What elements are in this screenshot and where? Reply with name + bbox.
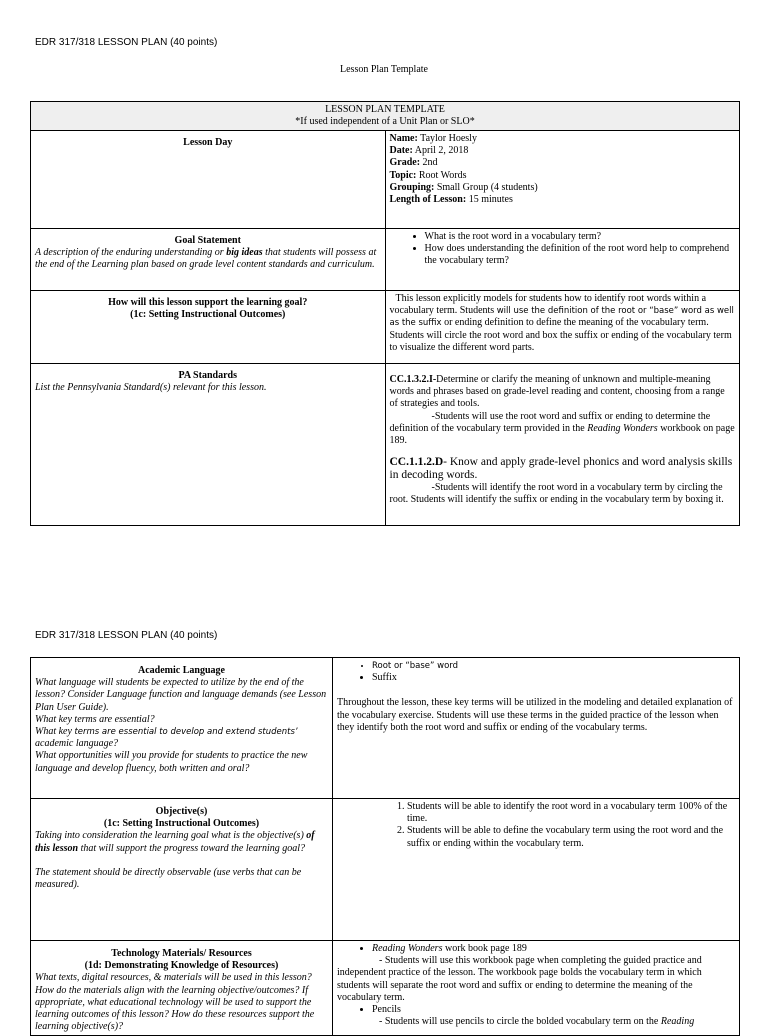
goal-label-cell: Goal Statement A description of the enduring understanding or big ideas that students will possess at the end of the Learning plan based on grade level content standards and curriculum. [31, 229, 386, 291]
list-item: 2. Students will be able to define the vocabulary term using the root word and the suffix or ending within the vocabulary term. [407, 825, 735, 849]
objectives-label-cell: Objective(s) (1c: Setting Instructional Outcomes) Taking into consideration the learning goal what is the objective(s) of this lesson that will support the progress toward the learning goal? The statement should be directly observable (use verbs that can be measured). [31, 799, 333, 941]
lesson-plan-table-2 [30, 657, 740, 1036]
academic-language-content-cell: • Root or “base” word • Suffix Throughout the lesson, these key terms will be utilized in the modeling and detailed explanation of the vocabulary exercise. Students will use these terms in the guided practice of the lesson when they identify both the root word and suffix or ending of the vocabulary terms. [333, 658, 740, 799]
page-subtitle: Lesson Plan Template [340, 64, 428, 75]
list-item: • How does understanding the definition of the root word help to comprehend the vocabulary term? [425, 243, 736, 267]
list-item: • Suffix [372, 672, 735, 684]
academic-language-label-cell: Academic Language What language will students be expected to utilize by the end of the lesson? Consider Language function and language demands (see Lesson Plan User Guide). What key terms are essential? What key terms are essential to develop and extend students’ academic language? What opportunities will you provide for students to practice the new language and develop fluency, both written and oral? [31, 658, 333, 799]
technology-content-cell: • Reading Wonders work book page 189 - Students will use this workbook page when completing the guided practice and independent practice of the lesson. The workbook page bolds the vocabulary term in which students will separate the root word and suffix or ending to determine the meaning of the vocabulary term. • Pencils - Students will use pencils to circle the bolded vocabulary term on the Reading [333, 941, 740, 1036]
lesson-info-cell: Name: Taylor Hoesly Date: April 2, 2018 Grade: 2nd Topic: Root Words Grouping: Small Group (4 students) Length of Lesson: 15 minutes [385, 131, 740, 229]
list-item: • Root or “base” word [372, 660, 735, 672]
page-header: EDR 317/318 LESSON PLAN (40 points) [35, 37, 218, 48]
pa-standards-label-cell: PA Standards List the Pennsylvania Standard(s) relevant for this lesson. [31, 364, 386, 526]
lesson-day-label-cell: Lesson Day [31, 131, 386, 229]
list-item: • Reading Wonders work book page 189 [372, 943, 735, 955]
pa-standards-content-cell: CC.1.3.2.I-Determine or clarify the meaning of unknown and multiple-meaning words and phrases based on grade-level reading and content, choosing from a range of strategies and tools. -Students will use the root word and suffix or ending to determine the definition of the vocabulary term provided in the Reading Wonders workbook on page 189. CC.1.1.2.D- Know and apply grade-level phonics and word analysis skills in decoding words. -Students will identify the root word in a vocabulary term by circling the root. Students will identify the suffix or ending in the vocabulary term by boxing it. [385, 364, 740, 526]
page-header-2: EDR 317/318 LESSON PLAN (40 points) [35, 630, 218, 641]
technology-label-cell: Technology Materials/ Resources (1d: Demonstrating Knowledge of Resources) What texts, digital resources, & materials will be used in this lesson? How do the materials align with the learning objective/outcomes? If appropriate, what educational technology will be used to support the learning outcomes of this lesson? How do these resources support the learning objective(s)? [31, 941, 333, 1036]
lesson-plan-table-1 [30, 101, 740, 526]
list-item: 1. Students will be able to identify the root word in a vocabulary term 100% of the time. [407, 801, 735, 825]
support-content-cell: This lesson explicitly models for students how to identify root words within a vocabulary term. Students will use the definition of the root or “base” word as well as the suffix or ending definition to define the meaning of the vocabulary term. Students will circle the root word and box the suffix or ending of the vocabulary term to visualize the different word parts. [385, 291, 740, 364]
list-item: • Pencils [372, 1004, 735, 1016]
table-title: LESSON PLAN TEMPLATE *If used independent of a Unit Plan or SLO* [31, 102, 740, 131]
goal-content-cell [385, 229, 740, 291]
objectives-content-cell [333, 799, 740, 941]
list-item: • What is the root word in a vocabulary term? [425, 231, 736, 243]
support-label-cell: How will this lesson support the learning goal? (1c: Setting Instructional Outcomes) [31, 291, 386, 364]
